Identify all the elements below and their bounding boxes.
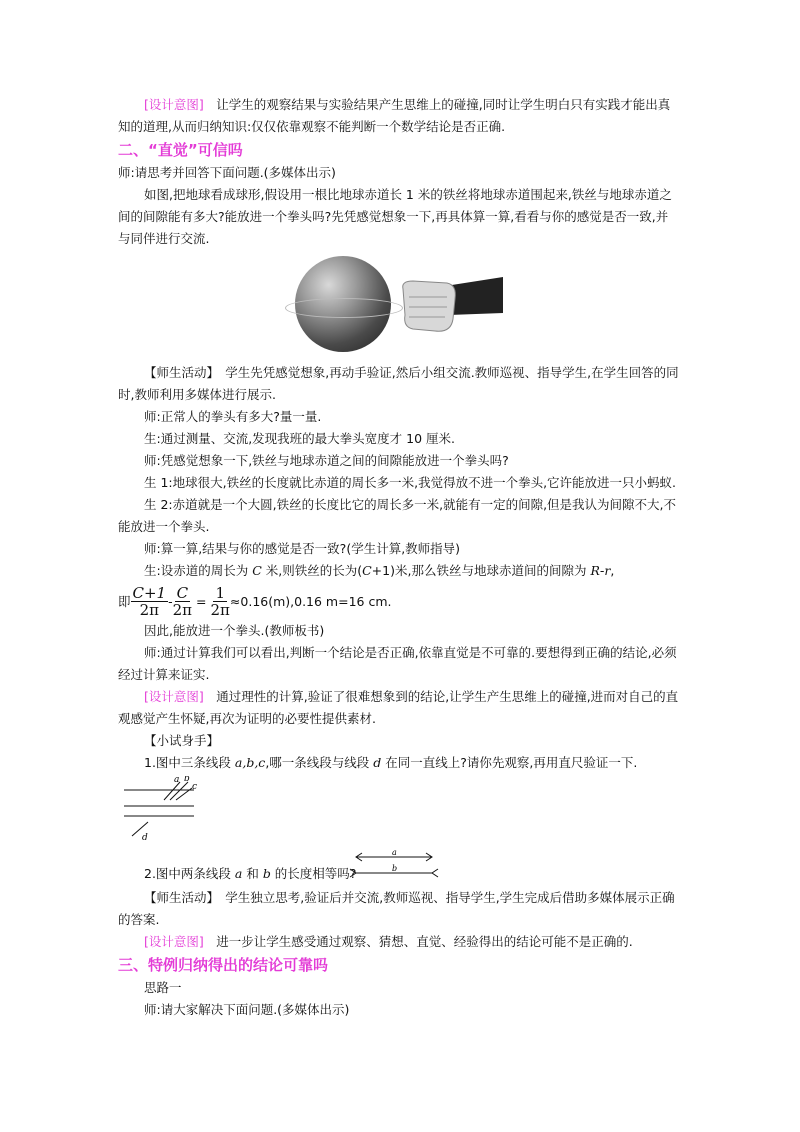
paragraph-text: 让学生的观察结果与实验结果产生思维上的碰撞,同时让学生明白只有实践才能出真知的道理,从而归纳知识:仅仅依靠观察不能判断一个数学结论是否正确. <box>118 97 671 134</box>
label-c: c <box>192 782 198 792</box>
text-run: , <box>610 563 615 578</box>
exercise-2 <box>118 863 356 885</box>
dialog-line: 因此,能放进一个拳头.(教师板书) <box>144 623 325 638</box>
teacher-prompt: 师:请思考并回答下面问题.(多媒体出示) <box>118 165 336 180</box>
dialog-line: 生 1:地球很大,铁丝的长度就比赤道的周长多一米,我觉得放不进一个拳头,它许能放进一只小蚂蚁. <box>144 475 677 490</box>
gap-formula <box>118 582 680 620</box>
numerator: 1 <box>215 583 225 602</box>
paragraph-text: 通过理性的计算,验证了很难想象到的结论,让学生产生思维上的碰撞,进而对自己的直观感觉产生怀疑,再次为证明的必要性提供素材. <box>118 689 679 726</box>
dialog-line: 生 2:赤道就是一个大圆,铁丝的长度比它的周长多一米,就能有一定的间隙,但是我认为间隙不大,不能放进一个拳头. <box>118 497 677 534</box>
paragraph-text: 学生先凭感觉想象,再动手验证,然后小组交流.教师巡视、指导学生,在学生回答的同时,教师利用多媒体进行展示. <box>118 365 679 402</box>
label-b: b <box>392 864 398 873</box>
fraction <box>173 585 192 618</box>
text-run: ,哪一条线段与线段 <box>265 755 374 770</box>
math-var: C <box>252 563 262 578</box>
label-a: a <box>174 776 180 785</box>
label-b: b <box>184 776 190 784</box>
denominator: 2π <box>210 600 230 619</box>
activity-tag: 【师生活动】 <box>144 890 213 905</box>
text-run: 和 <box>242 866 263 881</box>
text-run: 的长度相等吗? <box>270 866 357 881</box>
activity-paragraph-2 <box>118 887 680 931</box>
math-var: C <box>362 563 372 578</box>
denominator: 2π <box>172 600 193 619</box>
dialog-line: 师:通过计算我们可以看出,判断一个结论是否正确,依靠直觉是不可靠的.要想得到正确的结论,必须经过计算来证实. <box>118 645 677 682</box>
text-run: - <box>599 563 605 578</box>
text-run: 米,则铁丝的长为( <box>261 563 363 578</box>
section-heading-2: 二、“直觉”可信吗 <box>118 141 243 159</box>
design-intent-1 <box>118 94 680 138</box>
paragraph-text: 进一步让学生感受通过观察、猜想、直觉、经验得出的结论可能不是正确的. <box>203 934 633 949</box>
muller-lyer-figure <box>346 847 442 883</box>
label-a: a <box>392 848 397 857</box>
globe-fist-figure <box>118 254 680 354</box>
numerator: C+1 <box>132 583 167 602</box>
math-var: a,b,c <box>234 755 266 770</box>
text-run: 生:设赤道的周长为 <box>144 563 253 578</box>
activity-paragraph-1 <box>118 362 680 406</box>
denominator: 2π <box>139 600 160 619</box>
line-segments-figure <box>118 776 238 842</box>
activity-tag: 【师生活动】 <box>144 365 213 380</box>
math-var: a <box>234 866 243 881</box>
dialog-line: 师:凭感觉想象一下,铁丝与地球赤道之间的间隙能放进一个拳头吗? <box>144 453 509 468</box>
document-page <box>118 94 680 1021</box>
fraction <box>131 585 169 618</box>
section-heading-3: 三、特例归纳得出的结论可靠吗 <box>118 956 329 974</box>
formula-result: ≈0.16(m),0.16 m=16 cm. <box>229 593 392 609</box>
dialog-line <box>118 560 680 582</box>
exercise-1 <box>118 752 680 774</box>
dialog-line: 师:算一算,结果与你的感觉是否一致?(学生计算,教师指导) <box>144 541 461 556</box>
design-intent-tag: [设计意图] <box>144 97 204 112</box>
design-intent-tag: [设计意图] <box>144 934 204 949</box>
numerator: C <box>176 583 189 602</box>
math-var: b <box>262 866 271 881</box>
dialog-line: 师:正常人的拳头有多大?量一量. <box>144 409 322 424</box>
formula-prefix: 即 <box>118 594 131 609</box>
text-run: 1.图中三条线段 <box>144 755 235 770</box>
paragraph-text: 学生独立思考,验证后并交流,教师巡视、指导学生,学生完成后借助多媒体展示正确的答案. <box>118 890 675 927</box>
math-var: R <box>590 563 600 578</box>
globe-image <box>295 256 391 352</box>
label-d: d <box>142 833 148 842</box>
text-run: 2.图中两条线段 <box>144 866 235 881</box>
fist-image <box>399 269 503 339</box>
text-run: 在同一直线上?请你先观察,再用直尺验证一下. <box>381 755 638 770</box>
fraction <box>211 585 230 618</box>
text-run: +1)米,那么铁丝与地球赤道间的间隙为 <box>371 563 591 578</box>
design-intent-2 <box>118 686 680 730</box>
design-intent-3 <box>118 931 680 953</box>
exercise-2-row <box>118 847 680 887</box>
design-intent-tag: [设计意图] <box>144 689 204 704</box>
dialog-line: 生:通过测量、交流,发现我班的最大拳头宽度才 10 厘米. <box>144 431 456 446</box>
teacher-prompt-2: 师:请大家解决下面问题.(多媒体出示) <box>144 1002 350 1017</box>
equals-sign: = <box>196 593 207 609</box>
math-var: d <box>373 755 382 770</box>
practice-heading: 【小试身手】 <box>144 733 220 748</box>
approach-label: 思路一 <box>144 980 182 995</box>
problem-statement: 如图,把地球看成球形,假设用一根比地球赤道长 1 米的铁丝将地球赤道围起来,铁丝与地球赤道之间的间隙能有多大?能放进一个拳头吗?先凭感觉想象一下,再具体算一算,看看与你的感觉是否一致,并与同伴进行交流. <box>118 187 672 246</box>
wire-ring <box>285 298 403 318</box>
minus-sign: - <box>168 593 173 609</box>
math-var: r <box>604 563 611 578</box>
